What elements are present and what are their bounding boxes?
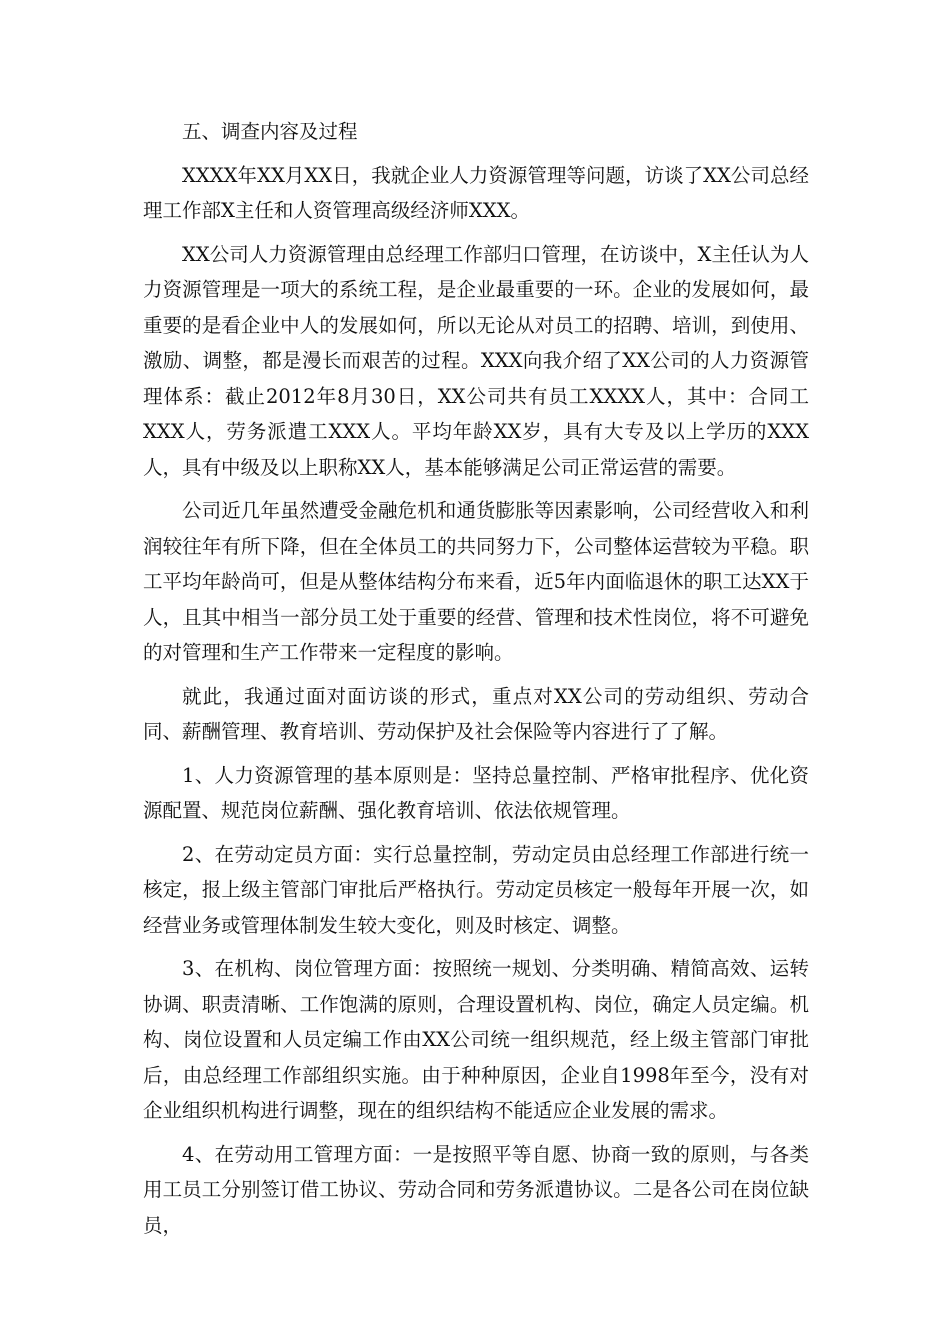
- paragraph-interview-focus: 就此，我通过面对面访谈的形式，重点对XX公司的劳动组织、劳动合同、薪酬管理、教育培训、劳动保护及社会保险等内容进行了了解。: [143, 684, 809, 743]
- section-heading: 五、调查内容及过程: [182, 120, 358, 143]
- paragraph-item-3: 3、在机构、岗位管理方面：按照统一规划、分类明确、精简高效、运转协调、职责清晰、工作饱满的原则，合理设置机构、岗位，确定人员定编。机构、岗位设置和人员定编工作由XX公司统一组织规范，经上级主管部门审批后，由总经理工作部组织实施。由于种种原因，企业自1998年至今，没有对企业组织机构进行调整，现在的组织结构不能适应企业发展的需求。: [143, 957, 809, 1122]
- paragraph-hr-overview: XX公司人力资源管理由总经理工作部归口管理，在访谈中，X主任认为人力资源管理是一项大的系统工程，是企业最重要的一环。企业的发展如何，最重要的是看企业中人的发展如何，所以无论从对员工的招聘、培训，到使用、激励、调整，都是漫长而艰苦的过程。XXX向我介绍了XX公司的人力资源管理体系：截止2012年8月30日，XX公司共有员工XXXX人，其中：合同工XXX人，劳务派遣工XXX人。平均年龄XX岁，具有大专及以上学历的XXX人，具有中级及以上职称XX人，基本能够满足公司正常运营的需要。: [143, 242, 809, 479]
- paragraph-interview-intro: XXXX年XX月XX日，我就企业人力资源管理等问题，访谈了XX公司总经理工作部X主任和人资管理高级经济师XXX。: [143, 163, 809, 222]
- paragraph-item-2: 2、在劳动定员方面：实行总量控制，劳动定员由总经理工作部进行统一核定，报上级主管部门审批后严格执行。劳动定员核定一般每年开展一次，如经营业务或管理体制发生较大变化，则及时核定、调整。: [143, 842, 809, 937]
- paragraph-item-4: 4、在劳动用工管理方面：一是按照平等自愿、协商一致的原则，与各类用工员工分别签订借工协议、劳动合同和劳务派遣协议。二是各公司在岗位缺员，: [143, 1142, 809, 1237]
- paragraph-company-situation: 公司近几年虽然遭受金融危机和通货膨胀等因素影响，公司经营收入和利润较往年有所下降，但在全体员工的共同努力下，公司整体运营较为平稳。职工平均年龄尚可，但是从整体结构分布来看，近5年内面临退休的职工达XX于人，且其中相当一部分员工处于重要的经营、管理和技术性岗位，将不可避免的对管理和生产工作带来一定程度的影响。: [143, 499, 809, 664]
- paragraph-item-1: 1、人力资源管理的基本原则是：坚持总量控制、严格审批程序、优化资源配置、规范岗位薪酬、强化教育培训、依法依规管理。: [143, 763, 809, 822]
- document-body: [143, 114, 809, 1243]
